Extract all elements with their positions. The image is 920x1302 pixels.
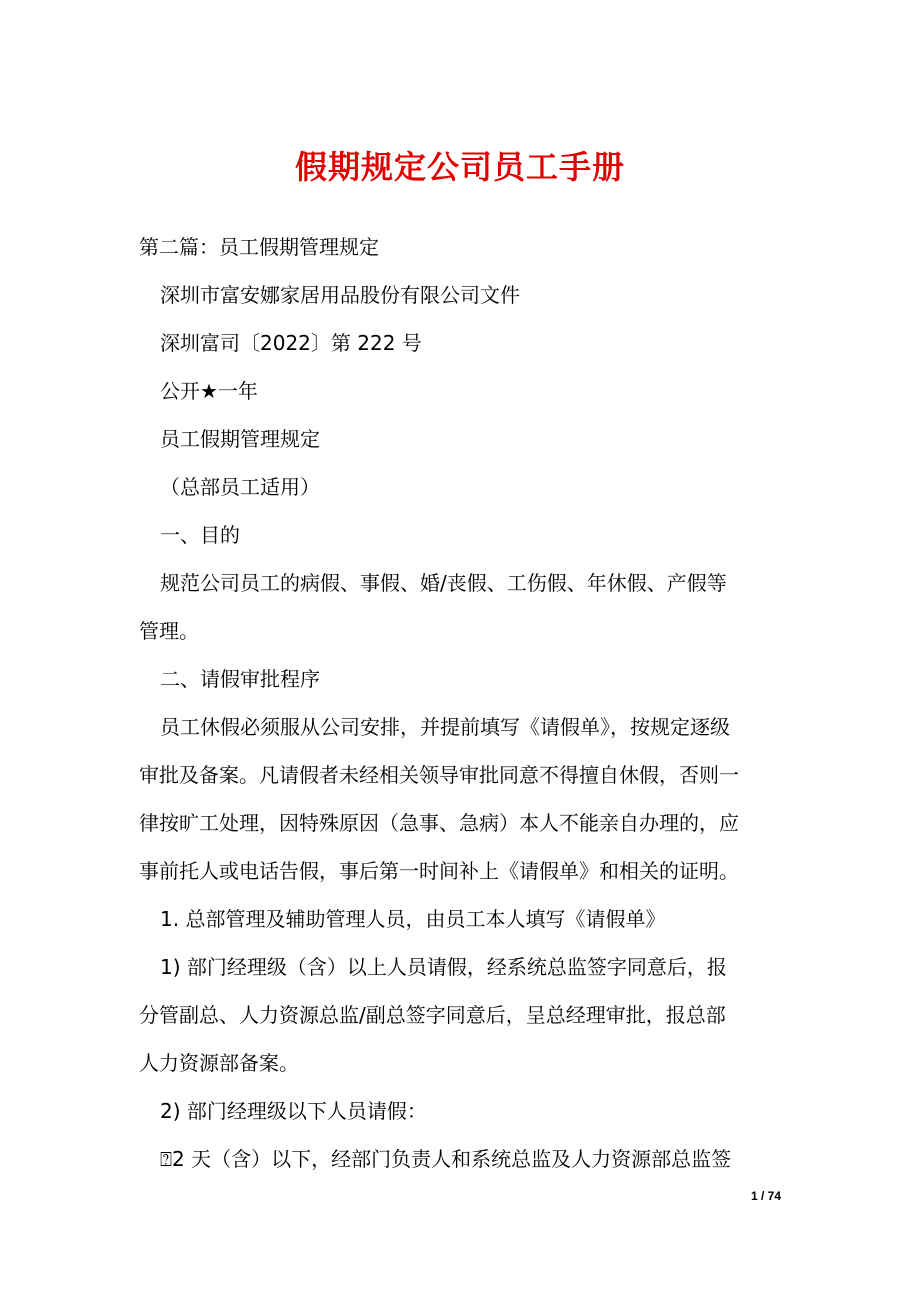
list-item-1-2: 2) 部门经理级以下人员请假： [160, 1099, 427, 1123]
section-heading-procedure: 二、请假审批程序 [160, 667, 320, 691]
purpose-paragraph-line: 管理。 [139, 619, 199, 643]
list-item-1-1-line: 1) 部门经理级（含）以上人员请假，经系统总监签字同意后，报 [160, 955, 727, 979]
list-item-1: 1. 总部管理及辅助管理人员，由员工本人填写《请假单》 [160, 907, 666, 931]
list-item-1-1-line: 分管副总、人力资源总监/副总签字同意后，呈总经理审批，报总部 [139, 1003, 726, 1027]
document-body [139, 223, 784, 1183]
procedure-paragraph-line: 员工休假必须服从公司安排，并提前填写《请假单》，按规定逐级 [160, 715, 730, 739]
list-item-1-2-a: ⍰2 天（含）以下，经部门负责人和系统总监及人力资源部总监签 [160, 1147, 732, 1171]
regulation-title: 员工假期管理规定 [160, 427, 320, 451]
procedure-paragraph-line: 事前托人或电话告假，事后第一时间补上《请假单》和相关的证明。 [139, 859, 739, 883]
document-number: 深圳富司〔2022〕第 222 号 [160, 331, 422, 355]
scope-note: （总部员工适用） [160, 475, 320, 499]
procedure-paragraph-line: 律按旷工处理，因特殊原因（急事、急病）本人不能亲自办理的，应 [139, 811, 739, 835]
procedure-paragraph-line: 审批及备案。凡请假者未经相关领导审批同意不得擅自休假，否则一 [139, 763, 739, 787]
document-title: 假期规定公司员工手册 [294, 148, 625, 186]
disclosure-level: 公开★一年 [160, 379, 258, 403]
page-number: 1 / 74 [750, 1189, 781, 1203]
section-heading-purpose: 一、目的 [160, 523, 240, 547]
list-item-1-1-line: 人力资源部备案。 [139, 1051, 299, 1075]
chapter-heading: 第二篇：员工假期管理规定 [139, 235, 379, 259]
issuer-line: 深圳市富安娜家居用品股份有限公司文件 [160, 283, 520, 307]
purpose-paragraph-line: 规范公司员工的病假、事假、婚/丧假、工伤假、年休假、产假等 [160, 571, 727, 595]
